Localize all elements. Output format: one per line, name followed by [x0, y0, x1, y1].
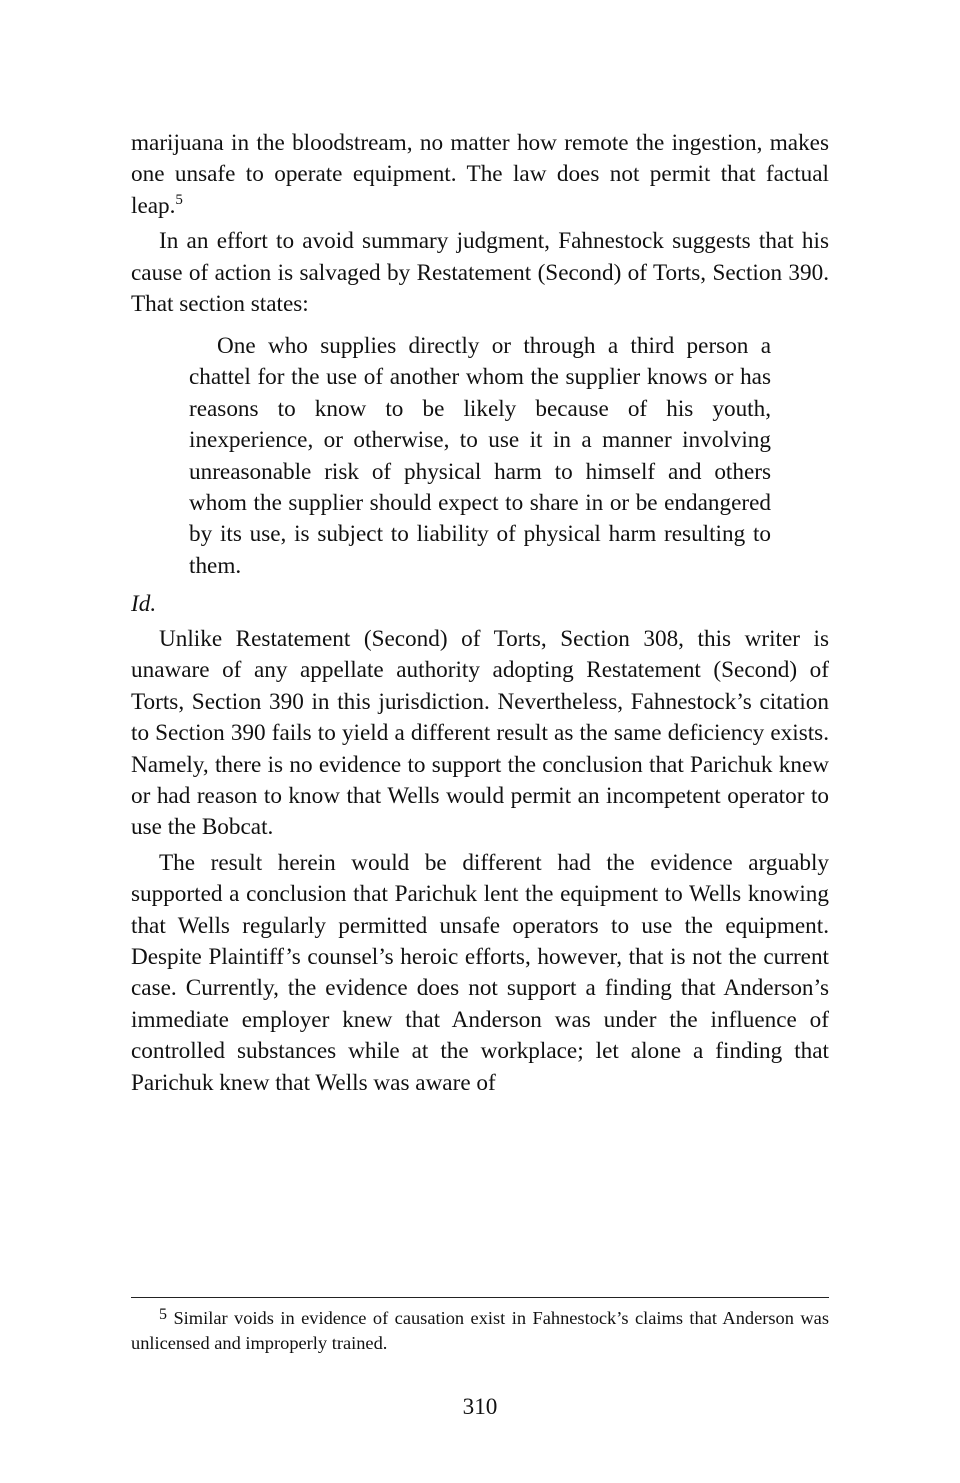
- footnote-divider: [131, 1297, 829, 1298]
- paragraph-continued-text: marijuana in the bloodstream, no matter how remote the ingestion, makes one unsafe to operate equipment. The law does not permit that factual leap.: [131, 130, 829, 219]
- footnote-reference: 5: [175, 191, 183, 208]
- paragraph-result-herein: The result herein would be different had the evidence arguably supported a conclusion that Parichuk lent the equipment to Wells knowing that Wells regularly permitted unsafe operators to use the equipment. Despite Plaintiff’s counsel’s heroic efforts, however, that is not the current case. Currently, the evidence does not support a finding that Anderson’s immediate employer knew that Anderson was under the influence of controlled substances while at the workplace; let alone a finding that Parichuk knew that Wells was aware of: [131, 849, 829, 1096]
- footnote: [131, 1306, 829, 1355]
- page-number: 310: [462, 1394, 498, 1420]
- block-quote-text: One who supplies directly or through a third person a chattel for the use of another whom the supplier knows or has reasons to know to be likely because of his youth, inexperience, or otherwise, to use it in a manner involving unreasonable risk of physical harm to himself and others whom the supplier should expect to share in or be endangered by its use, is subject to liability of physical harm resulting to them.: [189, 333, 771, 579]
- block-quote: [189, 331, 771, 582]
- footnote-text: Similar voids in evidence of causation exist in Fahnestock’s claims that Anderson was unlicensed and improperly trained.: [131, 1308, 829, 1353]
- paragraph-section-308: Unlike Restatement (Second) of Torts, Section 308, this writer is unaware of any appellate authority adopting Restatement (Second) of Torts, Section 390 in this jurisdiction. Nevertheless, Fahnestock’s citation to Section 390 fails to yield a different result as the same deficiency exists. Namely, there is no evidence to support the conclusion that Parichuk knew or had reason to know that Wells would permit an incompetent operator to use the Bobcat.: [131, 626, 829, 841]
- citation-id: Id.: [131, 591, 157, 617]
- paragraph-restatement-390: In an effort to avoid summary judgment, Fahnestock suggests that his cause of action is salvaged by Restatement (Second) of Torts, Section 390. That section states:: [131, 228, 829, 318]
- footnote-number: 5: [159, 1306, 167, 1323]
- body-text-top: [131, 128, 829, 320]
- paragraph-continued: [131, 128, 829, 222]
- body-text-bottom: [131, 624, 829, 1099]
